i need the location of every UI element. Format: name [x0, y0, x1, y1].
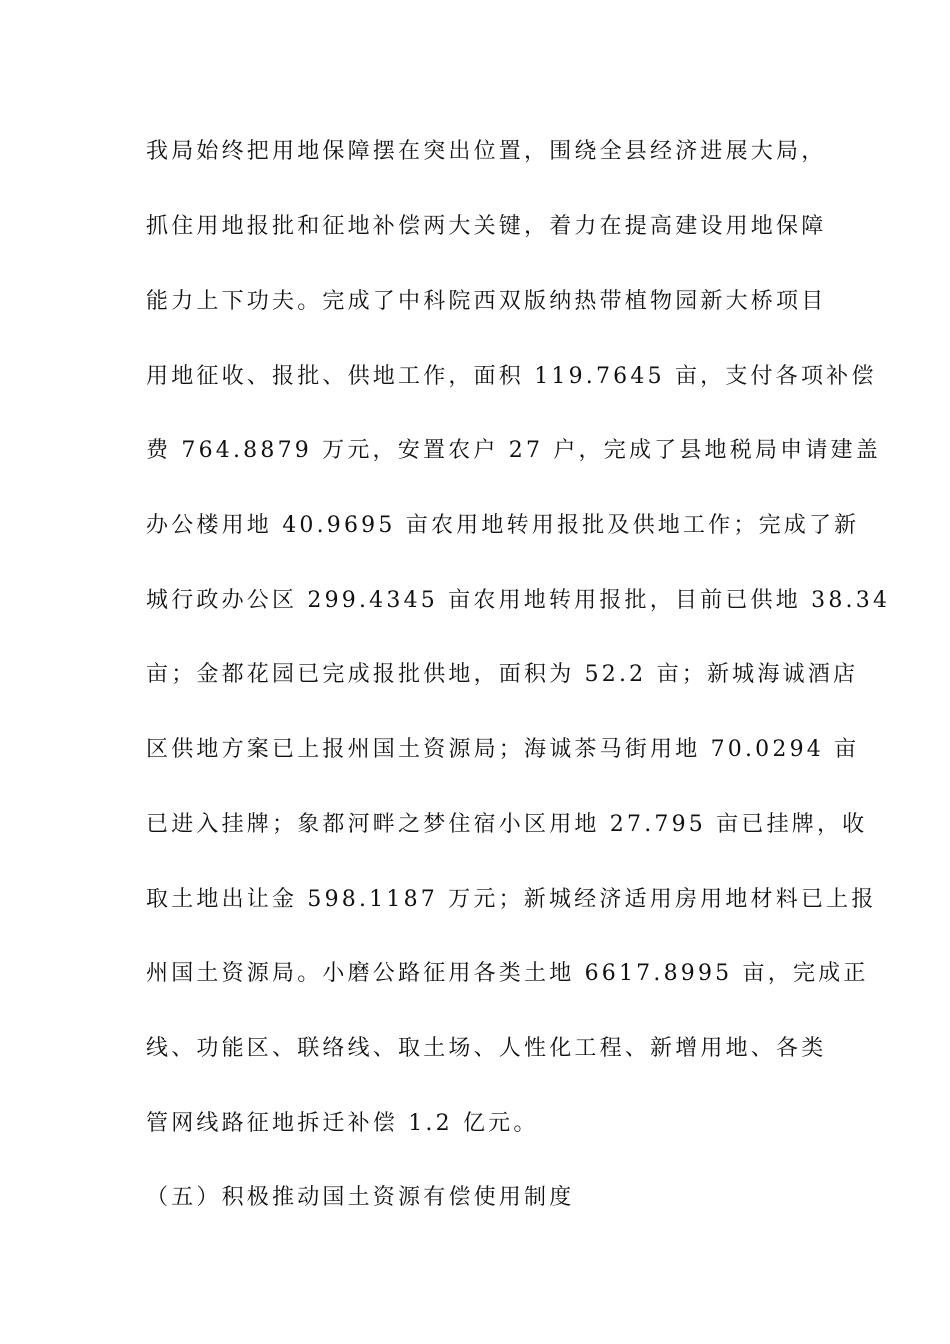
- paragraph-line-5: 费 764.8879 万元，安置农户 27 户，完成了县地税局申请建盖: [146, 438, 881, 463]
- paragraph-line-10: 已进入挂牌；象都河畔之梦住宿小区用地 27.795 亩已挂牌，收: [146, 812, 868, 837]
- paragraph-line-12: 州国土资源局。小磨公路征用各类土地 6617.8995 亩，完成正: [146, 961, 869, 986]
- paragraph-line-14: 管网线路征地拆迁补偿 1.2 亿元。: [146, 1111, 539, 1136]
- paragraph-line-1: 我局始终把用地保障摆在突出位置，围绕全县经济进展大局，: [146, 139, 827, 164]
- paragraph-line-2: 抓住用地报批和征地补偿两大关键，着力在提高建设用地保障: [146, 214, 827, 239]
- paragraph-line-9: 区供地方案已上报州国土资源局；海诚茶马街用地 70.0294 亩: [146, 737, 860, 762]
- section-heading: （五）积极推动国土资源有偿使用制度: [146, 1185, 575, 1210]
- paragraph-line-4: 用地征收、报批、供地工作，面积 119.7645 亩，支付各项补偿: [146, 364, 877, 389]
- paragraph-line-8: 亩；金都花园已完成报批供地，面积为 52.2 亩；新城海诚酒店: [146, 662, 859, 687]
- paragraph-line-11: 取土地出让金 598.1187 万元；新城经济适用房用地材料已上报: [146, 887, 877, 912]
- paragraph-line-7: 城行政办公区 299.4345 亩农用地转用报批，目前已供地 38.34: [146, 588, 891, 613]
- paragraph-line-6: 办公楼用地 40.9695 亩农用地转用报批及供地工作；完成了新: [146, 513, 860, 538]
- paragraph-line-13: 线、功能区、联络线、取土场、人性化工程、新增用地、各类: [146, 1036, 827, 1061]
- paragraph-line-3: 能力上下功夫。完成了中科院西双版纳热带植物园新大桥项目: [146, 289, 827, 314]
